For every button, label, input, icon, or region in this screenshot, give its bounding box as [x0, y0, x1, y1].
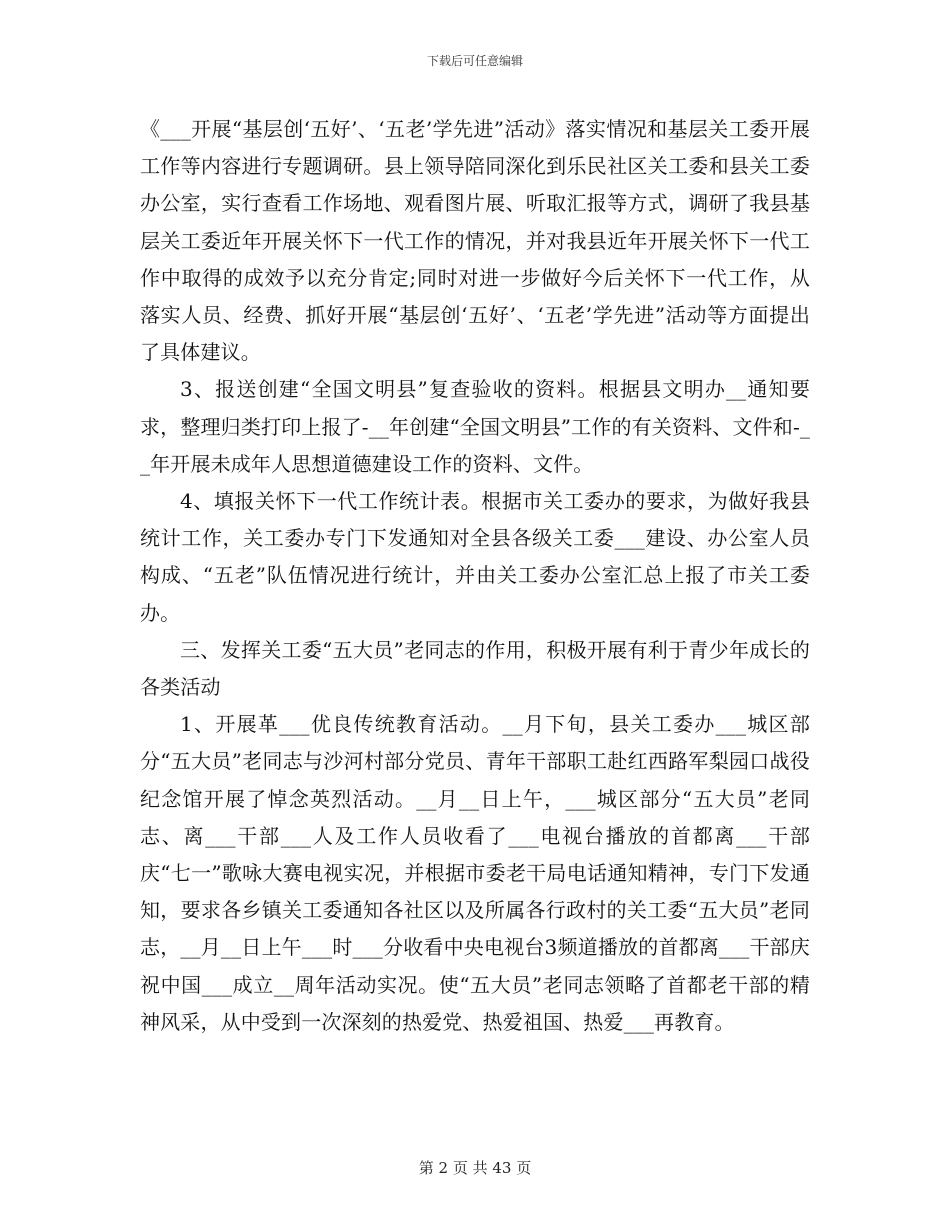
paragraph-4: 三、发挥关工委“五大员”老同志的作用，积极开展有利于青少年成长的各类活动 [140, 637, 810, 700]
paragraph-5: 1、开展革___优良传统教育活动。__月下旬，县关工委办___城区部分“五大员”老同志与沙河村部分党员、青年干部职工赴红西路军梨园口战役纪念馆开展了悼念英烈活动。__月__日上午，___城区部分“五大员”老同志、离___干部___人及工作人员收看了___电视台播放的首都离___干部庆“七一”歌咏大赛电视实况，并根据市委老干局电话通知精神，专门下发通知，要求各乡镇关工委通知各社区以及所属各行政村的关工委“五大员”老同志，__月__日上午___时___分收看中央电视台3频道播放的首都离___干部庆祝中国___成立__周年活动实况。使“五大员”老同志领略了首都老干部的精神风采，从中受到一次深刻的热爱党、热爱祖国、热爱___再教育。 [140, 712, 810, 1034]
paragraph-3: 4、填报关怀下一代工作统计表。根据市关工委办的要求，为做好我县统计工作，关工委办专门下发通知对全县各级关工委___建设、办公室人员构成、“五老”队伍情况进行统计，并由关工委办公室汇总上报了市关工委办。 [140, 489, 810, 625]
paragraph-2: 3、报送创建“全国文明县”复查验收的资料。根据县文明办__通知要求，整理归类打印上报了-__年创建“全国文明县”工作的有关资料、文件和-__年开展未成年人思想道德建设工作的资料、文件。 [140, 377, 810, 476]
paragraph-1: 《___开展“基层创‘五好’、‘五老’学先进”活动》落实情况和基层关工委开展工作等内容进行专题调研。县上领导陪同深化到乐民社区关工委和县关工委办公室，实行查看工作场地、观看图片展、听取汇报等方式，调研了我县基层关工委近年开展关怀下一代工作的情况，并对我县近年开展关怀下一代工作中取得的成效予以充分肯定;同时对进一步做好今后关怀下一代工作，从落实人员、经费、抓好开展“基层创‘五好’、‘五老’学先进”活动等方面提出了具体建议。 [140, 117, 810, 365]
header-note: 下载后可任意编辑 [426, 54, 523, 68]
document-body [140, 111, 810, 1041]
page-number: 第 2 页 共 43 页 [418, 1159, 532, 1177]
